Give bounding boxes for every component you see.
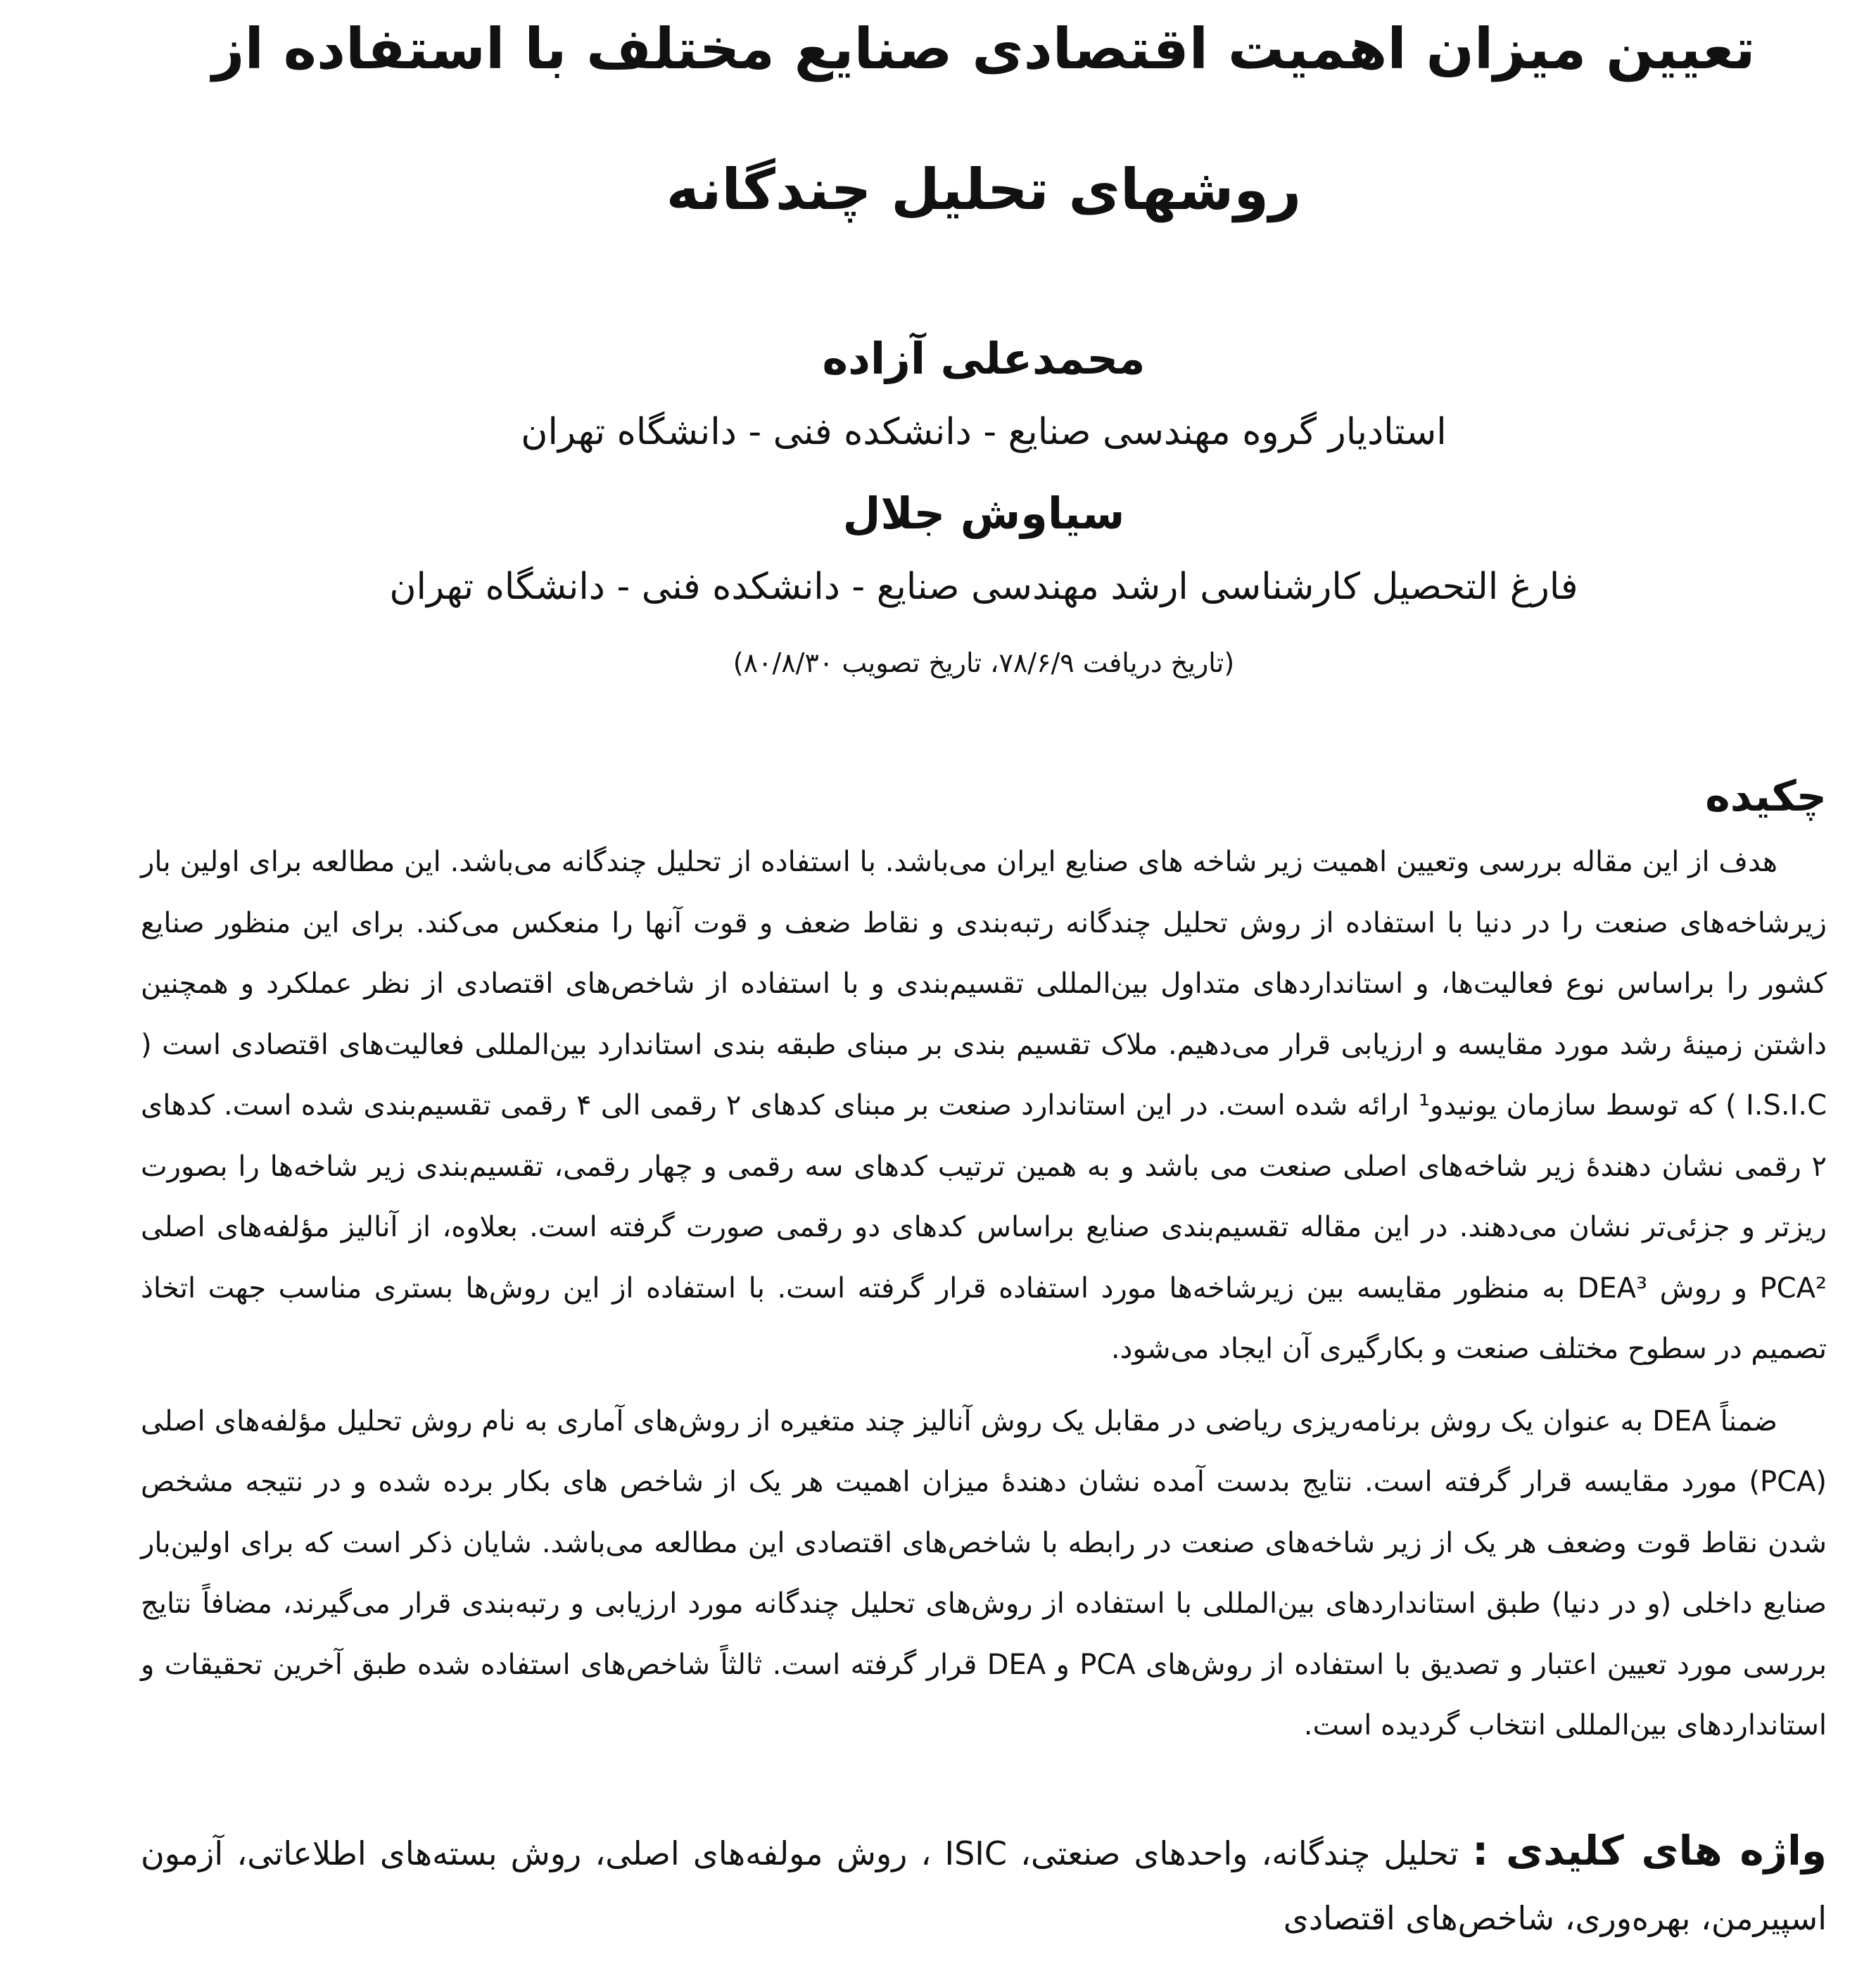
keywords-block: [141, 1818, 1827, 1951]
author-name-1: محمدعلی آزاده: [822, 333, 1146, 384]
keywords-text: تحلیل چندگانه، واحدهای صنعتی، ISIC ، روش مولفه‌های اصلی، روش بسته‌های اطلاعاتی، آزمون اسپیرمن، بهره‌وری، شاخص‌های اقتصادی: [141, 1834, 1827, 1937]
abstract-heading: چکیده: [1705, 772, 1827, 821]
author-affiliation-1: استادیار گروه مهندسی صنایع - دانشکده فنی - دانشگاه تهران: [521, 411, 1447, 453]
keywords-label: واژه های کلیدی :: [1472, 1826, 1827, 1875]
submission-dates: (تاریخ دریافت ۷۸/۶/۹، تاریخ تصویب ۸۰/۸/۳۰): [733, 647, 1235, 678]
abstract-paragraph-2: ضمناً DEA به عنوان یک روش برنامه‌ریزی ریاضی در مقابل یک روش آنالیز چند متغیره از روش‌های آماری به نام روش تحلیل مؤلفه‌های اصلی (PCA) مورد مقایسه قرار گرفته است. نتایج بدست آمده نشان دهندهٔ میزان اهمیت هر یک از شاخص های بکار برده شده و در نتیجه مشخص شدن نقاط قوت وضعف هر یک از زیر شاخه‌های صنعت در رابطه با شاخص‌های اقتصادی این مطالعه می‌باشد. شایان ذکر است که برای اولین‌بار صنایع داخلی (و در دنیا) طبق استانداردهای بین‌المللی با استفاده از روش‌های تحلیل چندگانه مورد ارزیابی و رتبه‌بندی قرار می‌گیرند، مضافاً نتایج بررسی مورد تعیین اعتبار و تصدیق با استفاده از روش‌های PCA و DEA قرار گرفته است. ثالثاً شاخص‌های استفاده شده طبق آخرین تحقیقات و استانداردهای بین‌المللی انتخاب گردیده است.: [141, 1404, 1827, 1742]
author-name-2: سیاوش جلال: [842, 488, 1125, 539]
authors-block: [141, 331, 1827, 683]
abstract-paragraph-1: هدف از این مقاله بررسی وتعیین اهمیت زیر شاخه های صنایع ایران می‌باشد. با استفاده از تحلیل چندگانه می‌باشد. این مطالعه برای اولین بار زیرشاخه‌های صنعت را در دنیا با استفاده از روش تحلیل چندگانه رتبه‌بندی و نقاط ضعف و قوت آنها را منعکس می‌کند. برای این منظور صنایع کشور را براساس نوع فعالیت‌ها، و استانداردهای متداول بین‌المللی تقسیم‌بندی و با استفاده از شاخص‌های اقتصادی از نظر عملکرد و همچنین داشتن زمینهٔ رشد مورد مقایسه و ارزیابی قرار می‌دهیم. ملاک تقسیم بندی بر مبنای طبقه بندی استاندارد بین‌المللی فعالیت‌های اقتصادی است ( I.S.I.C ) که توسط سازمان یونیدو¹ ارائه شده است. در این استاندارد صنعت بر مبنای کدهای ۲ رقمی الی ۴ رقمی تقسیم‌بندی شده است. کدهای ۲ رقمی نشان دهندهٔ زیر شاخه‌های اصلی صنعت می باشد و به همین ترتیب کدهای سه رقمی و چهار رقمی، تقسیم‌بندی زیر شاخه‌ها را بصورت ریزتر و جزئی‌تر نشان می‌دهند. در این مقاله تقسیم‌بندی صنایع براساس کدهای دو رقمی صورت گرفته است. بعلاوه، از آنالیز مؤلفه‌های اصلی PCA² و روش DEA³ به منظور مقایسه بین زیرشاخه‌ها مورد استفاده قرار گرفته است. با استفاده از این روش‌ها بستری مناسب جهت اتخاذ تصمیم در سطوح مختلف صنعت و بکارگیری آن ایجاد می‌شود.: [141, 846, 1827, 1365]
paper-title-line-2: روشهای تحلیل چندگانه: [666, 157, 1302, 222]
paper-title-line-1: تعیین میزان اهمیت اقتصادی صنایع مختلف با استفاده از: [212, 16, 1756, 82]
author-affiliation-2: فارغ التحصیل کارشناسی ارشد مهندسی صنایع - دانشکده فنی - دانشگاه تهران: [389, 566, 1578, 608]
